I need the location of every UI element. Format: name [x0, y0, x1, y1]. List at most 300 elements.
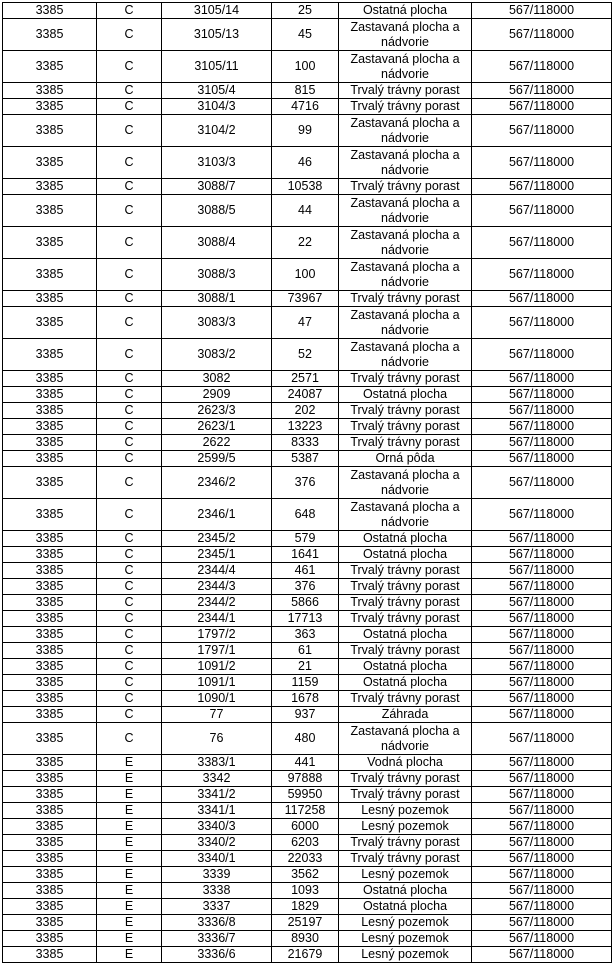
register-type-cell: E — [97, 867, 162, 883]
ownership-share-cell: 567/118000 — [472, 835, 612, 851]
cadastral-area-code-cell: 3385 — [3, 403, 97, 419]
land-use-type-cell: Trvalý trávny porast — [339, 563, 472, 579]
parcel-number-cell: 1797/2 — [162, 627, 272, 643]
area-m2-cell: 4716 — [272, 99, 339, 115]
register-type-cell: E — [97, 915, 162, 931]
area-m2-cell: 44 — [272, 195, 339, 227]
ownership-share-cell: 567/118000 — [472, 771, 612, 787]
cadastral-area-code-cell: 3385 — [3, 915, 97, 931]
land-use-type-cell: Ostatná plocha — [339, 659, 472, 675]
cadastral-area-code-cell: 3385 — [3, 147, 97, 179]
land-use-type-cell: Ostatná plocha — [339, 547, 472, 563]
register-type-cell: C — [97, 291, 162, 307]
ownership-share-cell: 567/118000 — [472, 579, 612, 595]
land-use-type-cell: Zastavaná plocha a nádvorie — [339, 115, 472, 147]
parcel-number-cell: 2344/2 — [162, 595, 272, 611]
ownership-share-cell: 567/118000 — [472, 691, 612, 707]
area-m2-cell: 99 — [272, 115, 339, 147]
ownership-share-cell: 567/118000 — [472, 195, 612, 227]
land-use-type-cell: Vodná plocha — [339, 755, 472, 771]
ownership-share-cell: 567/118000 — [472, 643, 612, 659]
land-use-type-cell: Trvalý trávny porast — [339, 419, 472, 435]
ownership-share-cell: 567/118000 — [472, 259, 612, 291]
table-row — [3, 611, 612, 627]
register-type-cell: E — [97, 899, 162, 915]
area-m2-cell: 648 — [272, 499, 339, 531]
land-use-type-cell: Trvalý trávny porast — [339, 291, 472, 307]
land-use-type-cell: Ostatná plocha — [339, 899, 472, 915]
ownership-share-cell: 567/118000 — [472, 227, 612, 259]
table-row — [3, 819, 612, 835]
ownership-share-cell: 567/118000 — [472, 531, 612, 547]
parcel-number-cell: 3082 — [162, 371, 272, 387]
cadastral-area-code-cell: 3385 — [3, 675, 97, 691]
ownership-share-cell: 567/118000 — [472, 611, 612, 627]
parcel-number-cell: 2345/2 — [162, 531, 272, 547]
register-type-cell: C — [97, 595, 162, 611]
table-row — [3, 643, 612, 659]
ownership-share-cell: 567/118000 — [472, 291, 612, 307]
cadastral-area-code-cell: 3385 — [3, 595, 97, 611]
parcel-number-cell: 3341/2 — [162, 787, 272, 803]
land-use-type-cell: Trvalý trávny porast — [339, 611, 472, 627]
cadastral-area-code-cell: 3385 — [3, 771, 97, 787]
parcel-number-cell: 1091/1 — [162, 675, 272, 691]
register-type-cell: C — [97, 531, 162, 547]
register-type-cell: C — [97, 147, 162, 179]
cadastral-area-code-cell: 3385 — [3, 419, 97, 435]
table-row — [3, 371, 612, 387]
ownership-share-cell: 567/118000 — [472, 755, 612, 771]
land-use-type-cell: Zastavaná plocha a nádvorie — [339, 227, 472, 259]
table-row — [3, 947, 612, 963]
area-m2-cell: 100 — [272, 51, 339, 83]
cadastral-area-code-cell: 3385 — [3, 115, 97, 147]
register-type-cell: C — [97, 707, 162, 723]
cadastral-area-code-cell: 3385 — [3, 259, 97, 291]
cadastral-area-code-cell: 3385 — [3, 947, 97, 963]
ownership-share-cell: 567/118000 — [472, 723, 612, 755]
cadastral-area-code-cell: 3385 — [3, 387, 97, 403]
register-type-cell: C — [97, 643, 162, 659]
register-type-cell: E — [97, 803, 162, 819]
table-row — [3, 259, 612, 291]
area-m2-cell: 8333 — [272, 435, 339, 451]
cadastral-area-code-cell: 3385 — [3, 563, 97, 579]
ownership-share-cell: 567/118000 — [472, 931, 612, 947]
register-type-cell: C — [97, 371, 162, 387]
land-use-type-cell: Ostatná plocha — [339, 531, 472, 547]
cadastral-area-code-cell: 3385 — [3, 83, 97, 99]
land-use-type-cell: Trvalý trávny porast — [339, 851, 472, 867]
register-type-cell: C — [97, 419, 162, 435]
table-row — [3, 691, 612, 707]
area-m2-cell: 3562 — [272, 867, 339, 883]
ownership-share-cell: 567/118000 — [472, 787, 612, 803]
table-row — [3, 419, 612, 435]
area-m2-cell: 376 — [272, 467, 339, 499]
parcel-table-container — [2, 2, 611, 978]
area-m2-cell: 5866 — [272, 595, 339, 611]
land-use-type-cell: Lesný pozemok — [339, 947, 472, 963]
table-row — [3, 227, 612, 259]
cadastral-area-code-cell: 3385 — [3, 755, 97, 771]
ownership-share-cell: 567/118000 — [472, 435, 612, 451]
cadastral-area-code-cell: 3385 — [3, 659, 97, 675]
register-type-cell: C — [97, 19, 162, 51]
land-use-type-cell: Zastavaná plocha a nádvorie — [339, 147, 472, 179]
land-use-type-cell: Záhrada — [339, 707, 472, 723]
cadastral-area-code-cell: 3385 — [3, 371, 97, 387]
table-row — [3, 19, 612, 51]
table-row — [3, 547, 612, 563]
parcel-number-cell: 3336/6 — [162, 947, 272, 963]
cadastral-area-code-cell: 3385 — [3, 931, 97, 947]
register-type-cell: C — [97, 403, 162, 419]
register-type-cell: C — [97, 659, 162, 675]
parcel-number-cell: 3103/3 — [162, 147, 272, 179]
table-row — [3, 787, 612, 803]
land-use-type-cell: Lesný pozemok — [339, 931, 472, 947]
register-type-cell: E — [97, 947, 162, 963]
ownership-share-cell: 567/118000 — [472, 371, 612, 387]
cadastral-area-code-cell: 3385 — [3, 851, 97, 867]
land-use-type-cell: Trvalý trávny porast — [339, 179, 472, 195]
land-use-type-cell: Ostatná plocha — [339, 883, 472, 899]
register-type-cell: C — [97, 115, 162, 147]
cadastral-area-code-cell: 3385 — [3, 451, 97, 467]
area-m2-cell: 579 — [272, 531, 339, 547]
register-type-cell: C — [97, 627, 162, 643]
ownership-share-cell: 567/118000 — [472, 915, 612, 931]
parcel-number-cell: 2599/5 — [162, 451, 272, 467]
area-m2-cell: 461 — [272, 563, 339, 579]
area-m2-cell: 1829 — [272, 899, 339, 915]
parcel-number-cell: 3104/2 — [162, 115, 272, 147]
table-row — [3, 467, 612, 499]
cadastral-area-code-cell: 3385 — [3, 307, 97, 339]
parcel-number-cell: 2346/2 — [162, 467, 272, 499]
area-m2-cell: 1678 — [272, 691, 339, 707]
land-use-type-cell: Lesný pozemok — [339, 915, 472, 931]
table-row — [3, 883, 612, 899]
land-use-type-cell: Ostatná plocha — [339, 3, 472, 19]
table-row — [3, 147, 612, 179]
register-type-cell: C — [97, 51, 162, 83]
table-row — [3, 771, 612, 787]
ownership-share-cell: 567/118000 — [472, 627, 612, 643]
land-use-type-cell: Zastavaná plocha a nádvorie — [339, 723, 472, 755]
cadastral-area-code-cell: 3385 — [3, 291, 97, 307]
parcel-number-cell: 3338 — [162, 883, 272, 899]
cadastral-area-code-cell: 3385 — [3, 547, 97, 563]
area-m2-cell: 61 — [272, 643, 339, 659]
area-m2-cell: 22033 — [272, 851, 339, 867]
parcel-number-cell: 3383/1 — [162, 755, 272, 771]
area-m2-cell: 52 — [272, 339, 339, 371]
land-use-type-cell: Trvalý trávny porast — [339, 835, 472, 851]
cadastral-area-code-cell: 3385 — [3, 3, 97, 19]
parcel-number-cell: 3083/3 — [162, 307, 272, 339]
register-type-cell: C — [97, 467, 162, 499]
land-use-type-cell: Trvalý trávny porast — [339, 643, 472, 659]
parcel-number-cell: 2345/1 — [162, 547, 272, 563]
cadastral-area-code-cell: 3385 — [3, 467, 97, 499]
parcel-number-cell: 2623/1 — [162, 419, 272, 435]
ownership-share-cell: 567/118000 — [472, 147, 612, 179]
ownership-share-cell: 567/118000 — [472, 547, 612, 563]
table-row — [3, 115, 612, 147]
register-type-cell: C — [97, 579, 162, 595]
land-use-type-cell: Trvalý trávny porast — [339, 371, 472, 387]
area-m2-cell: 22 — [272, 227, 339, 259]
table-row — [3, 723, 612, 755]
cadastral-area-code-cell: 3385 — [3, 819, 97, 835]
area-m2-cell: 100 — [272, 259, 339, 291]
parcel-number-cell: 3105/4 — [162, 83, 272, 99]
table-row — [3, 835, 612, 851]
parcel-number-cell: 2344/1 — [162, 611, 272, 627]
land-use-type-cell: Orná pôda — [339, 451, 472, 467]
cadastral-area-code-cell: 3385 — [3, 707, 97, 723]
parcel-table — [2, 2, 612, 963]
cadastral-area-code-cell: 3385 — [3, 195, 97, 227]
cadastral-area-code-cell: 3385 — [3, 691, 97, 707]
area-m2-cell: 480 — [272, 723, 339, 755]
register-type-cell: C — [97, 227, 162, 259]
register-type-cell: C — [97, 611, 162, 627]
area-m2-cell: 937 — [272, 707, 339, 723]
parcel-number-cell: 2909 — [162, 387, 272, 403]
parcel-number-cell: 3105/11 — [162, 51, 272, 83]
ownership-share-cell: 567/118000 — [472, 707, 612, 723]
parcel-number-cell: 3088/3 — [162, 259, 272, 291]
land-use-type-cell: Zastavaná plocha a nádvorie — [339, 51, 472, 83]
area-m2-cell: 6000 — [272, 819, 339, 835]
parcel-table-body — [3, 3, 612, 963]
parcel-number-cell: 3088/1 — [162, 291, 272, 307]
ownership-share-cell: 567/118000 — [472, 803, 612, 819]
parcel-number-cell: 3341/1 — [162, 803, 272, 819]
area-m2-cell: 47 — [272, 307, 339, 339]
table-row — [3, 451, 612, 467]
register-type-cell: C — [97, 547, 162, 563]
ownership-share-cell: 567/118000 — [472, 419, 612, 435]
ownership-share-cell: 567/118000 — [472, 819, 612, 835]
register-type-cell: C — [97, 179, 162, 195]
table-row — [3, 579, 612, 595]
area-m2-cell: 46 — [272, 147, 339, 179]
parcel-number-cell: 3340/2 — [162, 835, 272, 851]
register-type-cell: C — [97, 563, 162, 579]
area-m2-cell: 21679 — [272, 947, 339, 963]
table-row — [3, 99, 612, 115]
cadastral-area-code-cell: 3385 — [3, 611, 97, 627]
ownership-share-cell: 567/118000 — [472, 307, 612, 339]
cadastral-area-code-cell: 3385 — [3, 179, 97, 195]
land-use-type-cell: Lesný pozemok — [339, 867, 472, 883]
parcel-number-cell: 1091/2 — [162, 659, 272, 675]
cadastral-area-code-cell: 3385 — [3, 227, 97, 259]
register-type-cell: C — [97, 83, 162, 99]
land-use-type-cell: Lesný pozemok — [339, 819, 472, 835]
table-row — [3, 563, 612, 579]
cadastral-area-code-cell: 3385 — [3, 531, 97, 547]
register-type-cell: E — [97, 819, 162, 835]
area-m2-cell: 73967 — [272, 291, 339, 307]
cadastral-area-code-cell: 3385 — [3, 339, 97, 371]
table-row — [3, 51, 612, 83]
ownership-share-cell: 567/118000 — [472, 899, 612, 915]
ownership-share-cell: 567/118000 — [472, 115, 612, 147]
register-type-cell: C — [97, 307, 162, 339]
area-m2-cell: 17713 — [272, 611, 339, 627]
area-m2-cell: 13223 — [272, 419, 339, 435]
table-row — [3, 195, 612, 227]
cadastral-area-code-cell: 3385 — [3, 435, 97, 451]
parcel-number-cell: 77 — [162, 707, 272, 723]
parcel-number-cell: 76 — [162, 723, 272, 755]
parcel-number-cell: 2623/3 — [162, 403, 272, 419]
register-type-cell: C — [97, 3, 162, 19]
land-use-type-cell: Zastavaná plocha a nádvorie — [339, 259, 472, 291]
area-m2-cell: 117258 — [272, 803, 339, 819]
cadastral-area-code-cell: 3385 — [3, 51, 97, 83]
register-type-cell: E — [97, 755, 162, 771]
cadastral-area-code-cell: 3385 — [3, 899, 97, 915]
land-use-type-cell: Zastavaná plocha a nádvorie — [339, 467, 472, 499]
parcel-number-cell: 3088/7 — [162, 179, 272, 195]
parcel-number-cell: 3339 — [162, 867, 272, 883]
register-type-cell: C — [97, 435, 162, 451]
table-row — [3, 307, 612, 339]
land-use-type-cell: Trvalý trávny porast — [339, 99, 472, 115]
parcel-number-cell: 1090/1 — [162, 691, 272, 707]
parcel-number-cell: 3340/1 — [162, 851, 272, 867]
ownership-share-cell: 567/118000 — [472, 467, 612, 499]
parcel-number-cell: 2344/3 — [162, 579, 272, 595]
register-type-cell: E — [97, 835, 162, 851]
area-m2-cell: 45 — [272, 19, 339, 51]
table-row — [3, 339, 612, 371]
table-row — [3, 291, 612, 307]
parcel-number-cell: 2344/4 — [162, 563, 272, 579]
land-use-type-cell: Zastavaná plocha a nádvorie — [339, 307, 472, 339]
parcel-number-cell: 3336/7 — [162, 931, 272, 947]
ownership-share-cell: 567/118000 — [472, 83, 612, 99]
area-m2-cell: 24087 — [272, 387, 339, 403]
parcel-number-cell: 3336/8 — [162, 915, 272, 931]
ownership-share-cell: 567/118000 — [472, 3, 612, 19]
land-use-type-cell: Trvalý trávny porast — [339, 595, 472, 611]
register-type-cell: C — [97, 259, 162, 291]
cadastral-area-code-cell: 3385 — [3, 867, 97, 883]
ownership-share-cell: 567/118000 — [472, 339, 612, 371]
table-row — [3, 499, 612, 531]
register-type-cell: E — [97, 931, 162, 947]
register-type-cell: C — [97, 451, 162, 467]
table-row — [3, 531, 612, 547]
area-m2-cell: 97888 — [272, 771, 339, 787]
land-use-type-cell: Ostatná plocha — [339, 387, 472, 403]
table-row — [3, 899, 612, 915]
register-type-cell: C — [97, 675, 162, 691]
ownership-share-cell: 567/118000 — [472, 51, 612, 83]
cadastral-area-code-cell: 3385 — [3, 835, 97, 851]
land-use-type-cell: Zastavaná plocha a nádvorie — [339, 339, 472, 371]
cadastral-area-code-cell: 3385 — [3, 499, 97, 531]
register-type-cell: C — [97, 387, 162, 403]
table-row — [3, 867, 612, 883]
ownership-share-cell: 567/118000 — [472, 659, 612, 675]
ownership-share-cell: 567/118000 — [472, 387, 612, 403]
ownership-share-cell: 567/118000 — [472, 851, 612, 867]
land-use-type-cell: Trvalý trávny porast — [339, 579, 472, 595]
parcel-number-cell: 3337 — [162, 899, 272, 915]
ownership-share-cell: 567/118000 — [472, 563, 612, 579]
parcel-number-cell: 2346/1 — [162, 499, 272, 531]
land-use-type-cell: Trvalý trávny porast — [339, 435, 472, 451]
ownership-share-cell: 567/118000 — [472, 595, 612, 611]
table-row — [3, 83, 612, 99]
area-m2-cell: 5387 — [272, 451, 339, 467]
register-type-cell: E — [97, 851, 162, 867]
area-m2-cell: 8930 — [272, 931, 339, 947]
area-m2-cell: 21 — [272, 659, 339, 675]
table-row — [3, 707, 612, 723]
register-type-cell: C — [97, 339, 162, 371]
land-use-type-cell: Trvalý trávny porast — [339, 771, 472, 787]
land-use-type-cell: Trvalý trávny porast — [339, 691, 472, 707]
ownership-share-cell: 567/118000 — [472, 883, 612, 899]
register-type-cell: C — [97, 499, 162, 531]
parcel-number-cell: 3342 — [162, 771, 272, 787]
table-row — [3, 675, 612, 691]
register-type-cell: C — [97, 723, 162, 755]
table-row — [3, 851, 612, 867]
land-use-type-cell: Zastavaná plocha a nádvorie — [339, 195, 472, 227]
cadastral-area-code-cell: 3385 — [3, 99, 97, 115]
table-row — [3, 659, 612, 675]
cadastral-area-code-cell: 3385 — [3, 883, 97, 899]
cadastral-area-code-cell: 3385 — [3, 627, 97, 643]
table-row — [3, 179, 612, 195]
register-type-cell: C — [97, 99, 162, 115]
parcel-number-cell: 1797/1 — [162, 643, 272, 659]
cadastral-area-code-cell: 3385 — [3, 643, 97, 659]
area-m2-cell: 1159 — [272, 675, 339, 691]
table-row — [3, 755, 612, 771]
area-m2-cell: 1093 — [272, 883, 339, 899]
parcel-number-cell: 3105/14 — [162, 3, 272, 19]
cadastral-area-code-cell: 3385 — [3, 803, 97, 819]
cadastral-area-code-cell: 3385 — [3, 19, 97, 51]
parcel-number-cell: 3104/3 — [162, 99, 272, 115]
land-use-type-cell: Zastavaná plocha a nádvorie — [339, 499, 472, 531]
area-m2-cell: 376 — [272, 579, 339, 595]
ownership-share-cell: 567/118000 — [472, 675, 612, 691]
ownership-share-cell: 567/118000 — [472, 179, 612, 195]
table-row — [3, 915, 612, 931]
table-row — [3, 387, 612, 403]
area-m2-cell: 6203 — [272, 835, 339, 851]
parcel-number-cell: 3340/3 — [162, 819, 272, 835]
area-m2-cell: 441 — [272, 755, 339, 771]
area-m2-cell: 1641 — [272, 547, 339, 563]
parcel-number-cell: 3088/5 — [162, 195, 272, 227]
area-m2-cell: 2571 — [272, 371, 339, 387]
land-use-type-cell: Lesný pozemok — [339, 803, 472, 819]
